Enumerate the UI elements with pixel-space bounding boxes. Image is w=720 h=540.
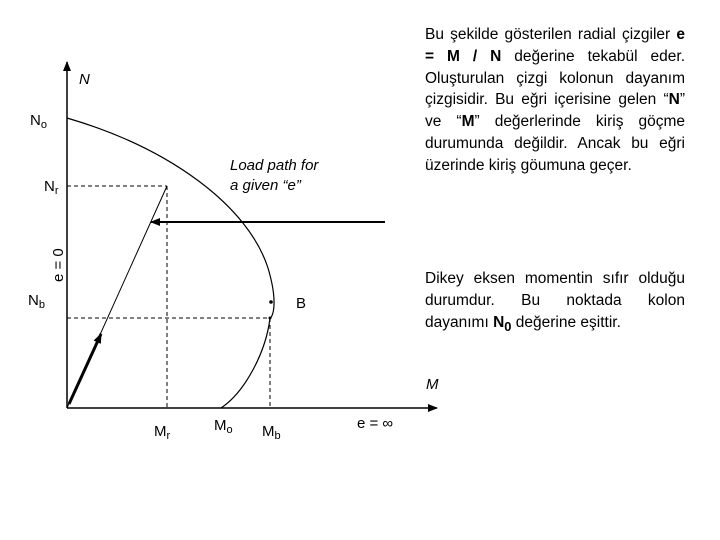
text-segment: değerine tekabül eder. Oluşturulan çizgi kolonun dayanım çizgisidir. Bu eğri içerisine gelen “ <box>425 47 685 109</box>
text-segment: e = M / N <box>425 26 685 65</box>
text-segment: Bu şekilde gösterilen radial çizgiler <box>425 26 677 43</box>
label-mb: $M_b$ <box>262 423 281 442</box>
label-nr: $N_r$ <box>44 178 59 197</box>
point-nb <box>269 317 272 320</box>
label-e-infinity: e = ∞ <box>357 415 394 432</box>
explanation-paragraph-1 <box>425 24 685 177</box>
label-nb: $N_b$ <box>28 292 45 311</box>
balanced-arrow <box>69 334 101 404</box>
text-segment: Dikey eksen momentin sıfır olduğu durumdur. Bu noktada kolon dayanımı <box>425 270 685 331</box>
load-path-label-line1: Load path for <box>230 157 319 174</box>
text-segment: 0 <box>504 318 512 334</box>
label-n0: $N_o$ <box>30 112 47 131</box>
text-segment: N <box>668 91 680 109</box>
label-e-zero: e = 0 <box>50 248 67 282</box>
x-axis-label: M <box>426 376 439 393</box>
explanation-paragraph-2 <box>425 268 685 337</box>
load-path-label-line2: a given “e” <box>230 177 301 194</box>
label-b: B <box>296 295 307 312</box>
text-segment: ” değerlerinde kiriş göçme durumunda değildir. Ancak bu eğri üzerinde kiriş göumuna geçer. <box>425 113 686 174</box>
label-mo: $M_o$ <box>214 417 233 436</box>
point-b <box>269 300 273 304</box>
label-mr: $M_r$ <box>154 423 171 442</box>
text-segment: değerine eşittir. <box>511 313 621 331</box>
text-segment: N <box>493 313 505 331</box>
text-segment: ” ve “ <box>425 91 685 131</box>
y-axis-label: N <box>79 71 90 88</box>
text-segment: M <box>461 113 475 131</box>
